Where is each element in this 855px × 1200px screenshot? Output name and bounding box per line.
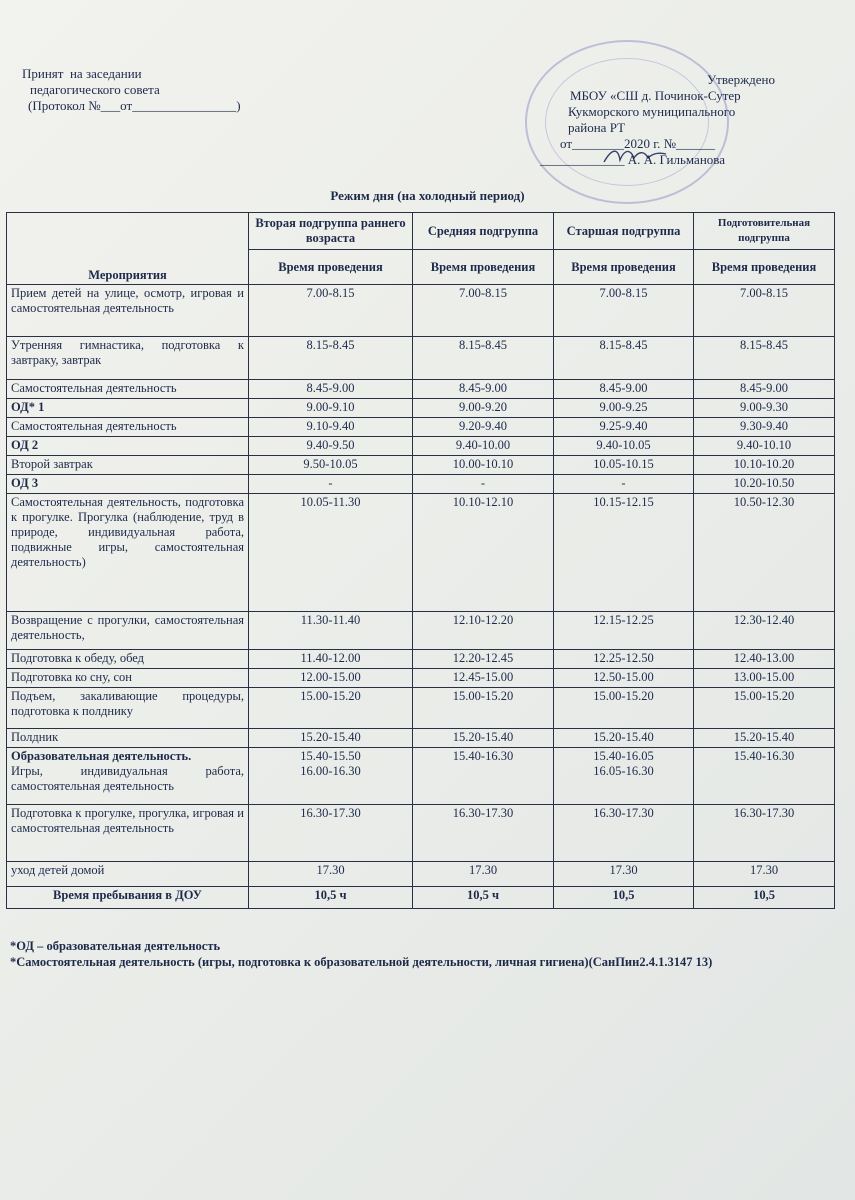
summary-time-cell: 10,5 ч: [413, 887, 554, 909]
time-cell: 9.40-10.05: [554, 437, 694, 456]
time-cell: 9.50-10.05: [249, 456, 413, 475]
header-time-2: Время проведения: [413, 250, 554, 285]
footnote-1: *ОД – образовательная деятельность: [10, 939, 221, 953]
approved-line-2: МБОУ «СШ д. Починок-Сутер: [570, 88, 741, 103]
header-time-4: Время проведения: [694, 250, 835, 285]
time-cell: 8.45-9.00: [694, 380, 835, 399]
approved-line-4: района РТ: [568, 120, 626, 135]
time-cell: 12.15-12.25: [554, 612, 694, 650]
activity-cell-text: уход детей домой: [11, 863, 105, 877]
time-cell: 15.40-16.30: [413, 748, 554, 805]
activity-cell: [7, 380, 249, 399]
table-row: [7, 748, 835, 805]
time-cell: 8.45-9.00: [249, 380, 413, 399]
accepted-line-1: Принят на заседании: [22, 66, 142, 81]
header-group-2: Средняя подгруппа: [413, 213, 554, 250]
time-cell: 9.40-9.50: [249, 437, 413, 456]
schedule-table: [6, 212, 835, 909]
time-cell: 10.50-12.30: [694, 494, 835, 612]
time-cell: 10.15-12.15: [554, 494, 694, 612]
activity-cell: [7, 337, 249, 380]
footnotes: [10, 938, 712, 970]
activity-cell: [7, 475, 249, 494]
table-row: [7, 399, 835, 418]
activity-cell: [7, 494, 249, 612]
time-cell: 9.40-10.10: [694, 437, 835, 456]
activity-cell-text: ОД 2: [11, 438, 39, 452]
time-cell: 9.40-10.00: [413, 437, 554, 456]
approved-line-5: от________2020 г. №______: [560, 136, 716, 151]
activity-cell-text: ОД 3: [11, 476, 39, 490]
time-cell: 15.20-15.40: [413, 729, 554, 748]
activity-cell-text: Подготовка ко сну, сон: [11, 670, 132, 684]
activity-cell: [7, 688, 249, 729]
time-cell: 13.00-15.00: [694, 669, 835, 688]
time-cell: 16.30-17.30: [554, 805, 694, 862]
accepted-block: [22, 66, 241, 114]
activity-cell: [7, 862, 249, 887]
table-row: [7, 650, 835, 669]
time-cell: 17.30: [413, 862, 554, 887]
time-cell: 16.30-17.30: [413, 805, 554, 862]
time-cell: -: [249, 475, 413, 494]
table-row: [7, 805, 835, 862]
time-cell: 9.25-9.40: [554, 418, 694, 437]
summary-time-cell: 10,5: [694, 887, 835, 909]
activity-cell-text: Игры, индивидуальная работа, самостоятельная деятельность: [11, 764, 244, 793]
time-cell: 8.15-8.45: [694, 337, 835, 380]
table-row: [7, 337, 835, 380]
time-cell: 12.50-15.00: [554, 669, 694, 688]
activity-cell-text: Самостоятельная деятельность, подготовка к прогулке. Прогулка (наблюдение, труд в природе, индивидуальная работа, подвижные игры, самостоятельная деятельность): [11, 495, 244, 569]
time-cell: 17.30: [694, 862, 835, 887]
time-cell: 15.00-15.20: [694, 688, 835, 729]
time-cell: 10.10-12.10: [413, 494, 554, 612]
page-title: Режим дня (на холодный период): [330, 188, 525, 203]
accepted-line-2: педагогического совета: [30, 82, 160, 97]
header-time-1: Время проведения: [249, 250, 413, 285]
activity-cell: [7, 285, 249, 337]
time-cell: 11.40-12.00: [249, 650, 413, 669]
activity-cell-text: Прием детей на улице, осмотр, игровая и самостоятельная деятельность: [11, 286, 244, 315]
table-row: [7, 418, 835, 437]
time-cell: 12.10-12.20: [413, 612, 554, 650]
time-cell: 8.45-9.00: [554, 380, 694, 399]
time-cell: 9.20-9.40: [413, 418, 554, 437]
table-row: [7, 669, 835, 688]
approved-block: [540, 72, 785, 168]
activity-cell-text: Подъем, закаливающие процедуры, подготовка к полднику: [11, 689, 244, 718]
activity-cell-text: Подготовка к прогулке, прогулка, игровая и самостоятельная деятельность: [11, 806, 244, 835]
activity-cell-text: Утренняя гимнастика, подготовка к завтраку, завтрак: [11, 338, 244, 367]
time-cell: 8.15-8.45: [554, 337, 694, 380]
time-cell: 9.30-9.40: [694, 418, 835, 437]
activity-cell-text: Самостоятельная деятельность: [11, 381, 177, 395]
time-cell: 17.30: [249, 862, 413, 887]
activity-cell: [7, 418, 249, 437]
activity-cell: [7, 612, 249, 650]
time-cell: 7.00-8.15: [249, 285, 413, 337]
time-cell: 15.40-16.30: [694, 748, 835, 805]
time-cell: 8.45-9.00: [413, 380, 554, 399]
accepted-line-3: (Протокол №___от________________): [28, 98, 241, 113]
table-row: [7, 456, 835, 475]
activity-cell: [7, 650, 249, 669]
activity-cell-text: Подготовка к обеду, обед: [11, 651, 145, 665]
activity-cell-text: Второй завтрак: [11, 457, 93, 471]
time-cell: 10.05-10.15: [554, 456, 694, 475]
table-row: [7, 612, 835, 650]
table-row: [7, 688, 835, 729]
time-cell: 9.10-9.40: [249, 418, 413, 437]
table-row: [7, 729, 835, 748]
time-cell: 9.00-9.20: [413, 399, 554, 418]
activity-cell: [7, 399, 249, 418]
time-cell: 9.00-9.25: [554, 399, 694, 418]
time-cell: 10.05-11.30: [249, 494, 413, 612]
time-cell: 15.00-15.20: [249, 688, 413, 729]
activity-cell: [7, 805, 249, 862]
time-cell: -: [413, 475, 554, 494]
activity-cell: [7, 437, 249, 456]
time-cell: 12.30-12.40: [694, 612, 835, 650]
header-time-3: Время проведения: [554, 250, 694, 285]
summary-time-cell: 10,5 ч: [249, 887, 413, 909]
table-row: [7, 380, 835, 399]
time-cell: 15.20-15.40: [554, 729, 694, 748]
time-cell: 12.45-15.00: [413, 669, 554, 688]
time-cell: 8.15-8.45: [413, 337, 554, 380]
time-cell: 16.30-17.30: [249, 805, 413, 862]
time-cell: 15.00-15.20: [554, 688, 694, 729]
header-group-3: Старшая подгруппа: [554, 213, 694, 250]
activity-cell: [7, 748, 249, 805]
time-cell: 12.20-12.45: [413, 650, 554, 669]
time-cell: 12.40-13.00: [694, 650, 835, 669]
time-cell: 9.00-9.30: [694, 399, 835, 418]
time-cell: 16.30-17.30: [694, 805, 835, 862]
time-cell: 10.10-10.20: [694, 456, 835, 475]
activity-cell-bold: Образовательная деятельность.: [11, 749, 192, 763]
activity-cell: [7, 456, 249, 475]
time-cell: 15.20-15.40: [249, 729, 413, 748]
time-cell: 10.20-10.50: [694, 475, 835, 494]
header-activity: Мероприятия: [7, 213, 249, 285]
time-cell: 7.00-8.15: [413, 285, 554, 337]
header-group-1: Вторая подгруппа раннего возраста: [249, 213, 413, 250]
time-cell: 7.00-8.15: [554, 285, 694, 337]
summary-label: Время пребывания в ДОУ: [7, 887, 249, 909]
footnote-2: *Самостоятельная деятельность (игры, подготовка к образовательной деятельности, личная гигиена)(СанПин2.4.1.3147 13): [10, 955, 713, 969]
activity-cell: [7, 669, 249, 688]
activity-cell-text: Возвращение с прогулки, самостоятельная деятельность,: [11, 613, 244, 642]
activity-cell: [7, 729, 249, 748]
time-cell: 12.00-15.00: [249, 669, 413, 688]
time-cell: 15.20-15.40: [694, 729, 835, 748]
summary-row: [7, 887, 835, 909]
header-group-4: Подготовительная подгруппа: [694, 213, 835, 250]
time-cell: 17.30: [554, 862, 694, 887]
time-cell: 9.00-9.10: [249, 399, 413, 418]
table-row: [7, 862, 835, 887]
time-cell: 8.15-8.45: [249, 337, 413, 380]
time-cell: 15.00-15.20: [413, 688, 554, 729]
approved-line-1: Утверждено: [706, 72, 775, 87]
time-cell: 11.30-11.40: [249, 612, 413, 650]
time-cell: 7.00-8.15: [694, 285, 835, 337]
table-row: [7, 285, 835, 337]
activity-cell-text: Самостоятельная деятельность: [11, 419, 177, 433]
time-cell: 12.25-12.50: [554, 650, 694, 669]
activity-cell-text: Полдник: [11, 730, 59, 744]
approved-line-6: _____________ А. А. Гильманова: [540, 152, 726, 167]
time-cell: 10.00-10.10: [413, 456, 554, 475]
activity-cell-text: ОД* 1: [11, 400, 45, 414]
time-cell: 15.40-16.05 16.05-16.30: [554, 748, 694, 805]
table-row: [7, 475, 835, 494]
summary-time-cell: 10,5: [554, 887, 694, 909]
time-cell: -: [554, 475, 694, 494]
approved-line-3: Кукморского муниципального: [568, 104, 736, 119]
time-cell: 15.40-15.50 16.00-16.30: [249, 748, 413, 805]
table-row: [7, 437, 835, 456]
table-row: [7, 494, 835, 612]
